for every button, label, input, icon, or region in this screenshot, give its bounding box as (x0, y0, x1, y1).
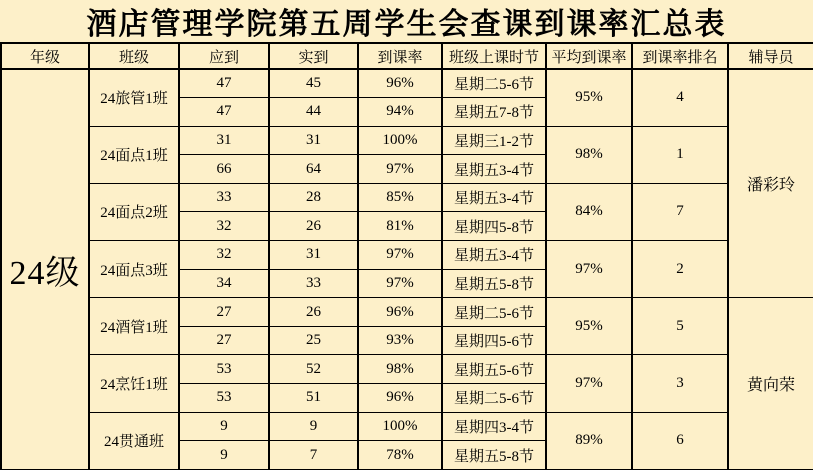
table-row (1, 298, 813, 327)
expected-count-cell: 9 (179, 412, 269, 441)
class-time-cell: 星期五3-4节 (442, 183, 546, 212)
class-time-cell: 星期二5-6节 (442, 298, 546, 327)
expected-count-cell: 53 (179, 384, 269, 413)
column-header-actual: 实到 (269, 43, 358, 69)
class-time-cell: 星期五3-4节 (442, 155, 546, 184)
expected-count-cell: 33 (179, 183, 269, 212)
counselor-cell: 黄向荣 (728, 298, 813, 470)
attendance-rate-cell: 93% (358, 326, 442, 355)
class-name-cell: 24旅管1班 (89, 69, 179, 126)
class-time-cell: 星期四5-6节 (442, 326, 546, 355)
average-rate-cell: 84% (546, 183, 632, 240)
class-time-cell: 星期四3-4节 (442, 412, 546, 441)
column-header-counselor: 辅导员 (728, 43, 813, 69)
table-row (1, 183, 813, 212)
expected-count-cell: 66 (179, 155, 269, 184)
attendance-rate-cell: 97% (358, 269, 442, 298)
expected-count-cell: 32 (179, 212, 269, 241)
column-header-class: 班级 (89, 43, 179, 69)
attendance-rate-cell: 96% (358, 384, 442, 413)
expected-count-cell: 53 (179, 355, 269, 384)
class-time-cell: 星期二5-6节 (442, 69, 546, 98)
table-row (1, 69, 813, 98)
attendance-table (0, 42, 813, 470)
header-row (1, 43, 813, 69)
actual-count-cell: 7 (269, 441, 358, 470)
column-header-rate: 到课率 (358, 43, 442, 69)
actual-count-cell: 44 (269, 98, 358, 127)
class-time-cell: 星期三1-2节 (442, 126, 546, 155)
class-name-cell: 24烹饪1班 (89, 355, 179, 412)
actual-count-cell: 26 (269, 298, 358, 327)
table-row (1, 126, 813, 155)
attendance-rate-cell: 96% (358, 298, 442, 327)
rank-cell: 7 (632, 183, 728, 240)
attendance-rate-cell: 94% (358, 98, 442, 127)
class-time-cell: 星期五5-6节 (442, 355, 546, 384)
actual-count-cell: 25 (269, 326, 358, 355)
average-rate-cell: 97% (546, 241, 632, 298)
actual-count-cell: 28 (269, 183, 358, 212)
rank-cell: 2 (632, 241, 728, 298)
rank-cell: 6 (632, 412, 728, 469)
expected-count-cell: 34 (179, 269, 269, 298)
column-header-average-rate: 平均到课率 (546, 43, 632, 69)
attendance-rate-cell: 98% (358, 355, 442, 384)
class-time-cell: 星期五5-8节 (442, 441, 546, 470)
actual-count-cell: 26 (269, 212, 358, 241)
table-row (1, 412, 813, 441)
rank-cell: 1 (632, 126, 728, 183)
rank-cell: 4 (632, 69, 728, 126)
attendance-rate-cell: 97% (358, 241, 442, 270)
attendance-rate-cell: 100% (358, 412, 442, 441)
class-time-cell: 星期二5-6节 (442, 384, 546, 413)
class-name-cell: 24贯通班 (89, 412, 179, 469)
average-rate-cell: 97% (546, 355, 632, 412)
expected-count-cell: 27 (179, 298, 269, 327)
attendance-rate-cell: 96% (358, 69, 442, 98)
table-row (1, 355, 813, 384)
attendance-rate-cell: 100% (358, 126, 442, 155)
counselor-cell: 潘彩玲 (728, 69, 813, 298)
actual-count-cell: 9 (269, 412, 358, 441)
actual-count-cell: 64 (269, 155, 358, 184)
column-header-expected: 应到 (179, 43, 269, 69)
expected-count-cell: 32 (179, 241, 269, 270)
attendance-rate-cell: 97% (358, 155, 442, 184)
class-time-cell: 星期五7-8节 (442, 98, 546, 127)
class-time-cell: 星期四5-8节 (442, 212, 546, 241)
expected-count-cell: 47 (179, 69, 269, 98)
class-name-cell: 24酒管1班 (89, 298, 179, 355)
actual-count-cell: 31 (269, 241, 358, 270)
class-time-cell: 星期五3-4节 (442, 241, 546, 270)
attendance-rate-cell: 85% (358, 183, 442, 212)
average-rate-cell: 95% (546, 298, 632, 355)
attendance-rate-cell: 78% (358, 441, 442, 470)
actual-count-cell: 45 (269, 69, 358, 98)
column-header-class-time: 班级上课时节 (442, 43, 546, 69)
actual-count-cell: 52 (269, 355, 358, 384)
attendance-rate-cell: 81% (358, 212, 442, 241)
class-name-cell: 24面点2班 (89, 183, 179, 240)
column-header-grade: 年级 (1, 43, 89, 69)
page-title: 酒店管理学院第五周学生会查课到课率汇总表 (86, 8, 727, 41)
class-name-cell: 24面点1班 (89, 126, 179, 183)
actual-count-cell: 33 (269, 269, 358, 298)
expected-count-cell: 27 (179, 326, 269, 355)
average-rate-cell: 89% (546, 412, 632, 469)
expected-count-cell: 9 (179, 441, 269, 470)
actual-count-cell: 51 (269, 384, 358, 413)
table-row (1, 241, 813, 270)
column-header-rank: 到课率排名 (632, 43, 728, 69)
rank-cell: 5 (632, 298, 728, 355)
class-name-cell: 24面点3班 (89, 241, 179, 298)
table-body (1, 69, 813, 470)
expected-count-cell: 31 (179, 126, 269, 155)
average-rate-cell: 98% (546, 126, 632, 183)
expected-count-cell: 47 (179, 98, 269, 127)
grade-cell: 24级 (1, 69, 89, 470)
average-rate-cell: 95% (546, 69, 632, 126)
actual-count-cell: 31 (269, 126, 358, 155)
class-time-cell: 星期五5-8节 (442, 269, 546, 298)
rank-cell: 3 (632, 355, 728, 412)
